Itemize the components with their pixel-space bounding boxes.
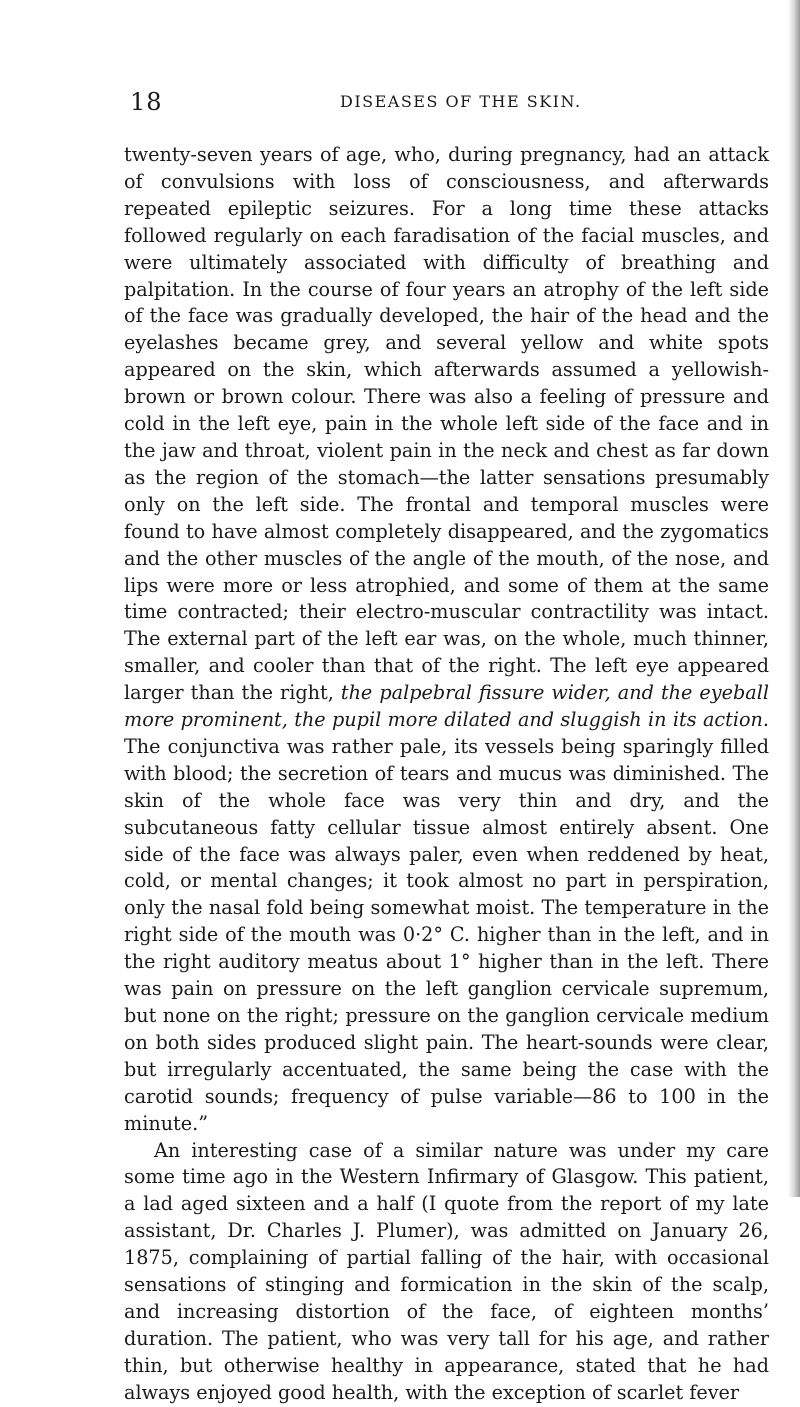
page-edge-shadow	[788, 0, 800, 1197]
page-number: 18	[130, 88, 163, 116]
page-header	[130, 88, 770, 118]
paragraph-text: The conjunctiva was rather pale, its vessels being sparingly filled with blood; the secretion of tears and mucus was diminished. The skin of the whole face was very thin and dry, and the subcutaneous fatty cellular tissue almost entirely absent. One side of the face was always paler, even when reddened by heat, cold, or mental changes; it took almost no part in perspiration, only the nasal fold being somewhat moist. The temperature in the right side of the mouth was 0·2° C. higher than in the left, and in the right auditory meatus about 1° higher than in the left. There was pain on pressure on the left ganglion cervicale supremum, but none on the right; pressure on the ganglion cervicale medium on both sides produced slight pain. The heart-sounds were clear, but irregularly accentuated, the same being the case with the carotid sounds; frequency of pulse variable—86 to 100 in the minute.”	[124, 734, 769, 1135]
paragraph-case-description	[124, 142, 769, 1138]
paragraph-text: twenty-seven years of age, who, during pregnancy, had an attack of convulsions with loss of consciousness, and afterwards repeated epileptic seizures. For a long time these attacks followed regularly on each faradisation of the facial muscles, and were ultimately associated with difficulty of breathing and palpitation. In the course of four years an atrophy of the left side of the face was gradually developed, the hair of the head and the eyelashes became grey, and several yellow and white spots appeared on the skin, which afterwards assumed a yellowish-brown or brown colour. There was also a feeling of pressure and cold in the left eye, pain in the whole left side of the face and in the jaw and throat, violent pain in the neck and chest as far down as the region of the stomach—the latter sensations presumably only on the left side. The frontal and temporal muscles were found to have almost completely disappeared, and the zygomatics and the other muscles of the angle of the mouth, of the nose, and lips were more or less atrophied, and some of them at the same time contracted; their electro-muscular contractility was intact. The external part of the left ear was, on the whole, much thinner, smaller, and cooler than that of the right. The left eye appeared larger than the right,	[124, 143, 769, 705]
italic-passage: the palpebral fissure wider, and the eyeball more prominent, the pupil more dilated and sluggish in its action.	[124, 681, 769, 732]
body-text	[124, 142, 769, 1407]
paragraph-glasgow-case: An interesting case of a similar nature was under my care some time ago in the Western Infirmary of Glasgow. This patient, a lad aged sixteen and a half (I quote from the report of my late assistant, Dr. Charles J. Plumer), was admitted on January 26, 1875, complaining of partial falling of the hair, with occasional sensations of stinging and formication in the skin of the scalp, and increasing distortion of the face, of eighteen months’ duration. The patient, who was very tall for his age, and rather thin, but otherwise healthy in appearance, stated that he had always enjoyed good health, with the exception of scarlet fever	[124, 1138, 769, 1404]
running-title: DISEASES OF THE SKIN.	[340, 92, 582, 111]
